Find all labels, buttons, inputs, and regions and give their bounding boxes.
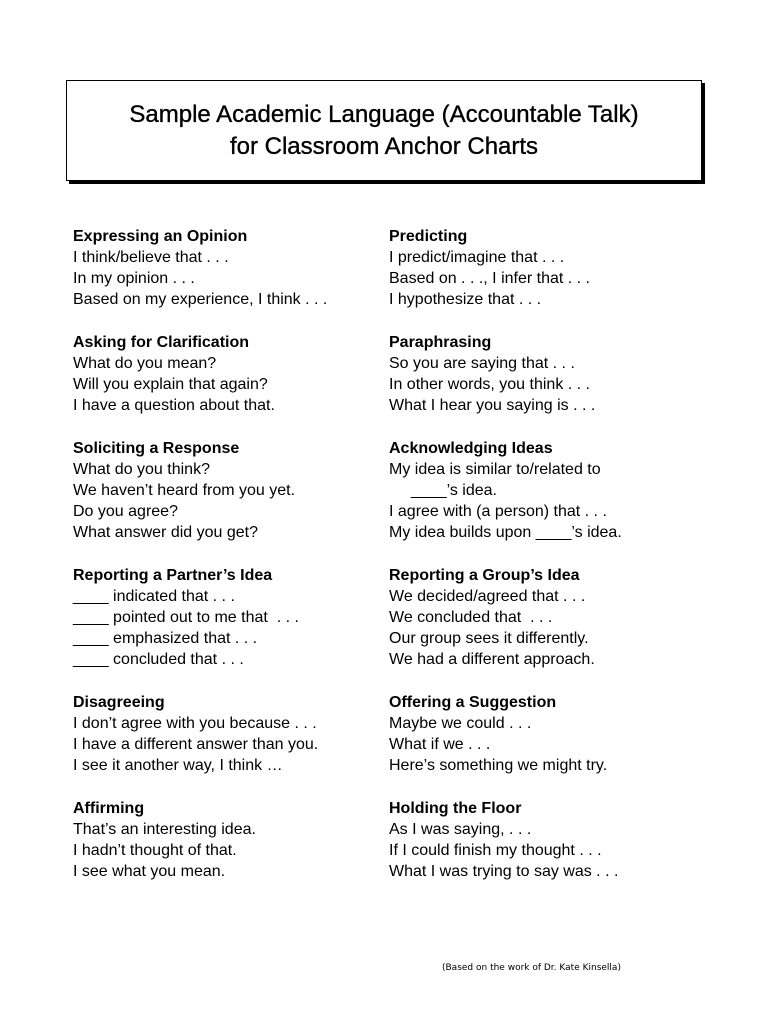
section-title: Acknowledging Ideas <box>389 440 553 457</box>
phrase-line: What do you think? <box>73 461 210 478</box>
phrase-section <box>389 226 719 310</box>
phrase-line: ____’s idea. <box>411 482 497 499</box>
phrase-line: ____ indicated that . . . <box>73 588 235 605</box>
phrase-line: In other words, you think . . . <box>389 376 590 393</box>
section-title: Expressing an Opinion <box>73 228 248 245</box>
phrase-line: We had a different approach. <box>389 651 595 668</box>
phrase-line: We decided/agreed that . . . <box>389 588 586 605</box>
section-title: Reporting a Group’s Idea <box>389 567 580 584</box>
footnote: (Based on the work of Dr. Kate Kinsella) <box>442 963 621 973</box>
phrase-line: Based on . . ., I infer that . . . <box>389 270 590 287</box>
phrase-section <box>389 565 719 670</box>
phrase-line: I see it another way, I think … <box>73 757 283 774</box>
phrase-line: Here’s something we might try. <box>389 757 608 774</box>
phrase-line: ____ emphasized that . . . <box>73 630 258 647</box>
phrase-line: In my opinion . . . <box>73 270 195 287</box>
section-title: Affirming <box>73 800 145 817</box>
phrase-line: What do you mean? <box>73 355 217 372</box>
phrase-section <box>73 692 373 776</box>
phrase-section <box>73 332 373 416</box>
phrase-line: That’s an interesting idea. <box>73 821 256 838</box>
phrase-line: I think/believe that . . . <box>73 249 229 266</box>
phrase-line: If I could finish my thought . . . <box>389 842 602 859</box>
left-column <box>73 226 373 904</box>
section-title: Holding the Floor <box>389 800 522 817</box>
phrase-line: I have a question about that. <box>73 397 275 414</box>
section-title: Soliciting a Response <box>73 440 240 457</box>
phrase-line: So you are saying that . . . <box>389 355 575 372</box>
title-line-2: for Classroom Anchor Charts <box>229 132 539 160</box>
right-column <box>389 226 719 904</box>
phrase-section <box>73 798 373 882</box>
phrase-line: We concluded that . . . <box>389 609 553 626</box>
phrase-line: I don’t agree with you because . . . <box>73 715 317 732</box>
phrase-line: What I was trying to say was . . . <box>389 863 619 880</box>
phrase-line: My idea builds upon ____’s idea. <box>389 524 622 541</box>
phrase-section <box>389 438 719 543</box>
phrase-line: What if we . . . <box>389 736 491 753</box>
phrase-line: My idea is similar to/related to <box>389 461 601 478</box>
section-title: Predicting <box>389 228 468 245</box>
section-title: Paraphrasing <box>389 334 492 351</box>
section-title: Disagreeing <box>73 694 165 711</box>
phrase-line: I predict/imagine that . . . <box>389 249 565 266</box>
section-title: Reporting a Partner’s Idea <box>73 567 273 584</box>
phrase-line: Our group sees it differently. <box>389 630 589 647</box>
phrase-section <box>73 226 373 310</box>
phrase-section <box>389 332 719 416</box>
phrase-section <box>389 692 719 776</box>
phrase-section <box>389 798 719 882</box>
title-box <box>66 80 702 181</box>
title-line-1: Sample Academic Language (Accountable Talk) <box>129 100 639 128</box>
phrase-line: Based on my experience, I think . . . <box>73 291 328 308</box>
phrase-line: ____ pointed out to me that . . . <box>73 609 299 626</box>
phrase-section <box>73 565 373 670</box>
phrase-line: I have a different answer than you. <box>73 736 319 753</box>
phrase-section <box>73 438 373 543</box>
phrase-line: Do you agree? <box>73 503 178 520</box>
phrase-line: ____ concluded that . . . <box>73 651 244 668</box>
phrase-line: Will you explain that again? <box>73 376 268 393</box>
phrase-line: I hadn’t thought of that. <box>73 842 237 859</box>
phrase-line: What answer did you get? <box>73 524 258 541</box>
section-title: Offering a Suggestion <box>389 694 557 711</box>
phrase-line: I agree with (a person) that . . . <box>389 503 607 520</box>
phrase-line: We haven’t heard from you yet. <box>73 482 296 499</box>
phrase-line: I hypothesize that . . . <box>389 291 542 308</box>
phrase-line: Maybe we could . . . <box>389 715 532 732</box>
phrase-line: As I was saying, . . . <box>389 821 532 838</box>
phrase-line: I see what you mean. <box>73 863 226 880</box>
phrase-line: What I hear you saying is . . . <box>389 397 596 414</box>
section-title: Asking for Clarification <box>73 334 250 351</box>
